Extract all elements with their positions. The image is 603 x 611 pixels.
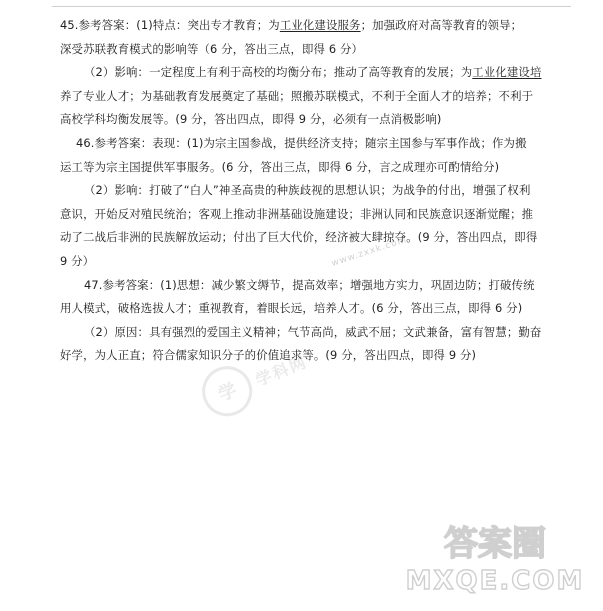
answer-document <box>60 14 560 368</box>
q46-line: （2）影响：打破了“白人”神圣高贵的种族歧视的思想认识；为战争的付出，增强了权利 <box>84 183 531 198</box>
q45-line: 45.参考答案：(1)特点：突出专才教育；为工业化建设服务；加强政府对高等教育的领导； <box>60 18 523 32</box>
question-47-answer <box>60 274 560 368</box>
brand-watermark-logo <box>405 517 585 597</box>
underlined-phrase: 工业化建设培 <box>472 65 542 80</box>
q46-line: 意识，开始反对殖民统治；客观上推动非洲基础设施建设；非洲认同和民族意识逐渐觉醒；推 <box>60 206 534 221</box>
q47-line: 好学，为人正直；符合儒家知识分子的价值追求等。(9 分，答出四点，即得 9 分) <box>60 348 477 363</box>
q45-line: 深受苏联教育模式的影响等（6 分，答出三点，即得 6 分） <box>60 41 364 56</box>
q45-line: 养了专业人才；为基础教育发展奠定了基础；照搬苏联模式，不利于全面人才的培养；不利于 <box>60 88 534 103</box>
q46-line: 运工等为宗主国提供军事服务。(6 分，答出三点，即得 6 分，言之成理亦可酌情给分) <box>60 159 500 174</box>
q47-line: 47.参考答案：(1)思想：减少繁文缛节，提高效率；增强地方实力，巩固边防；打破传统 <box>84 277 535 292</box>
underlined-phrase: 工业化建设服务 <box>279 18 361 32</box>
q45-line: （2）影响：一定程度上有利于高校的均衡分布；推动了高等教育的发展；为工业化建设培 <box>84 65 542 80</box>
q45-line: 高校学科均衡发展等。(9 分，答出四点，即得 9 分，必须有一点消极影响) <box>60 112 442 127</box>
header-rule <box>52 6 571 7</box>
brand-watermark-domain: MXQE.COM <box>405 566 585 596</box>
q47-line: （2）原因：具有强烈的爱国主义精神；气节高尚，威武不屈；文武兼备，富有智慧；勤奋 <box>84 324 542 339</box>
watermark-seal-icon: 学 <box>195 359 260 424</box>
brand-watermark-title: 答案圈 <box>444 524 546 564</box>
question-46-answer <box>60 132 560 274</box>
watermark-url: www.zxxk.com <box>330 235 409 269</box>
watermark-text: 学科网 <box>252 351 310 390</box>
q46-line: 46.参考答案：表现：(1)为宗主国参战，提供经济支持；随宗主国参与军事作战；作为搬 <box>76 135 527 150</box>
question-45-answer <box>60 14 560 132</box>
q46-line: 动了二战后非洲的民族解放运动；付出了巨大代价，经济被大肆掠夺。(9 分，答出四点，即得 <box>60 230 538 245</box>
q47-line: 用人模式，破格选拔人才；重视教育，着眼长远，培养人才。(6 分，答出三点，即得 6 分) <box>60 301 523 316</box>
q46-line: 9 分） <box>60 253 95 268</box>
